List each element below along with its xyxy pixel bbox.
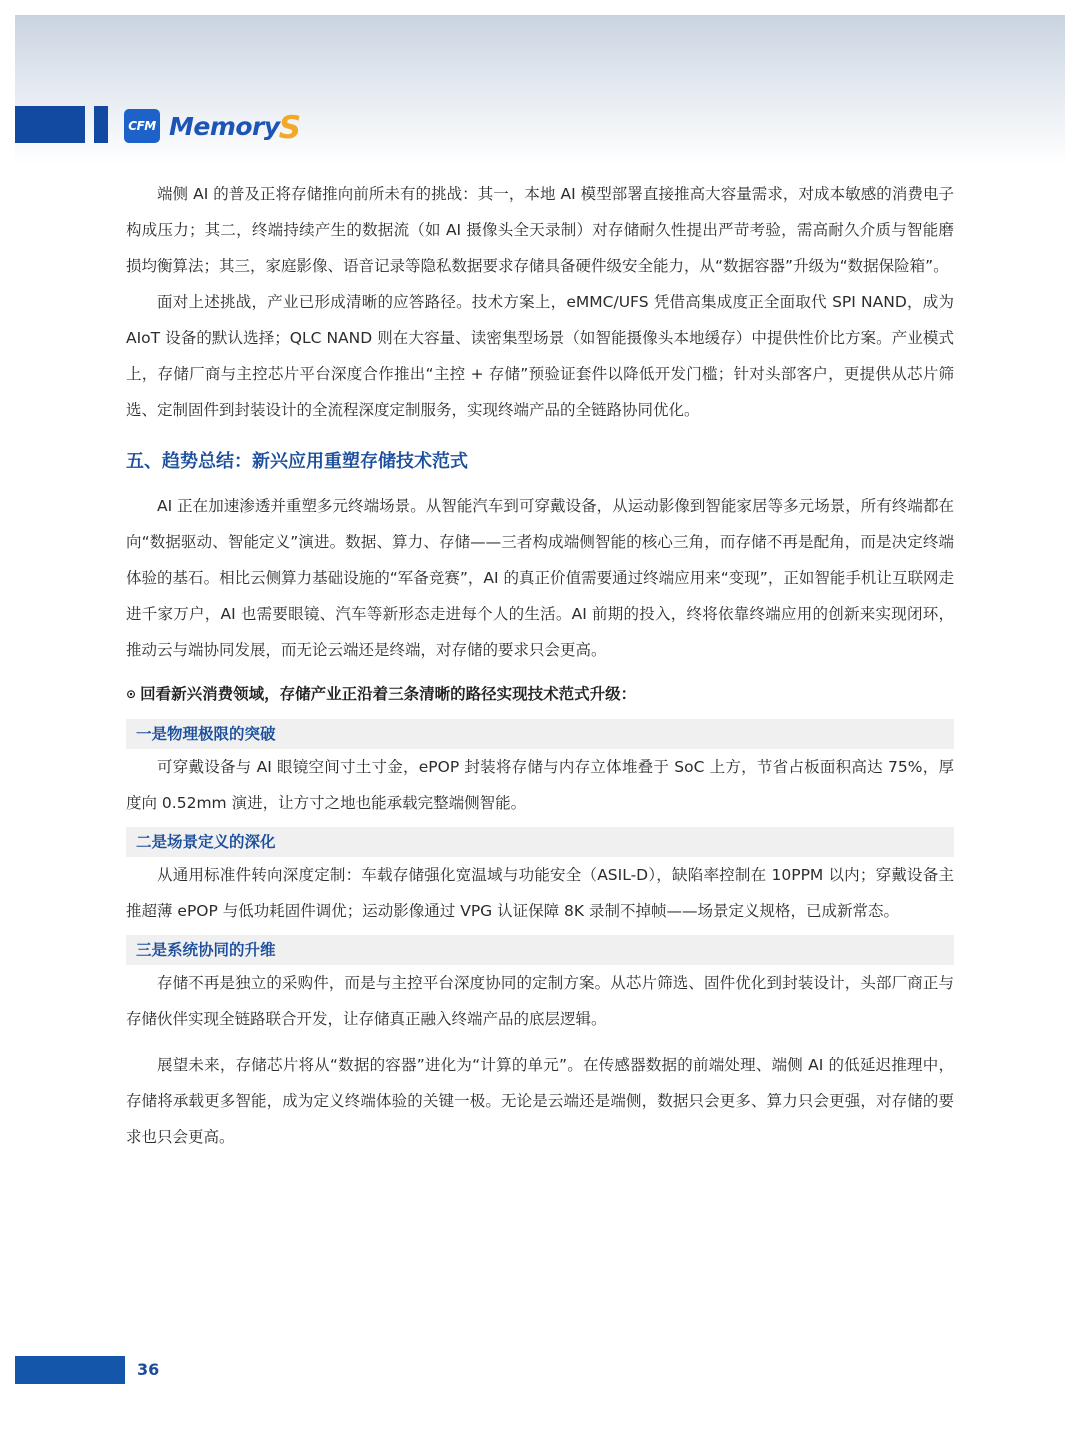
- summary-text: 回看新兴消费领域，存储产业正沿着三条清晰的路径实现技术范式升级：: [140, 685, 637, 703]
- summary-line: [126, 676, 954, 713]
- paragraph-solutions: 面对上述挑战，产业已形成清晰的应答路径。技术方案上，eMMC/UFS 凭借高集成度正全面取代 SPI NAND，成为 AIoT 设备的默认选择；QLC NAND 则在大容量、读密集型场景（如智能摄像头本地缓存）中提供性价比方案。产业模式上，存储厂商与主控芯片平台深度合作推出“主控 + 存储”预验证套件以降低开发门槛；针对头部客户，更提供从芯片筛选、定制固件到封装设计的全流程深度定制服务，实现终端产品的全链路协同优化。: [126, 293, 954, 419]
- document-body: [126, 176, 954, 1155]
- subheading-system-synergy: 三是系统协同的升维: [126, 935, 954, 965]
- section-title: 五、趋势总结：新兴应用重塑存储技术范式: [126, 451, 468, 472]
- cfm-memorys-logo: [124, 106, 301, 146]
- paragraph-scenario-definition: 从通用标准件转向深度定制：车载存储强化宽温域与功能安全（ASIL-D），缺陷率控制在 10PPM 以内；穿戴设备主推超薄 ePOP 与低功耗固件调优；运动影像通过 VPG 认证保障 8K 录制不掉帧——场景定义规格，已成新常态。: [126, 866, 954, 920]
- subheading-scenario-definition: 二是场景定义的深化: [126, 827, 954, 857]
- footer-accent-bar: [15, 1356, 125, 1384]
- paragraph-physical-limit: 可穿戴设备与 AI 眼镜空间寸土寸金，ePOP 封装将存储与内存立体堆叠于 SoC 上方，节省占板面积高达 75%，厚度向 0.52mm 演进，让方寸之地也能承载完整端侧智能。: [126, 758, 954, 812]
- header-accent-bar: [15, 106, 85, 143]
- page-number: 36: [137, 1360, 160, 1379]
- logo-s-mark: S: [278, 110, 302, 146]
- paragraph-system-synergy: 存储不再是独立的采购件，而是与主控平台深度协同的定制方案。从芯片筛选、固件优化到封装设计，头部厂商正与存储伙伴实现全链路联合开发，让存储真正融入终端产品的底层逻辑。: [126, 974, 954, 1028]
- header-accent-bar-small: [94, 106, 108, 143]
- subheading-physical-limit: 一是物理极限的突破: [126, 719, 954, 749]
- cfm-logo-box: CFM: [124, 109, 160, 143]
- paragraph-section-intro: AI 正在加速渗透并重塑多元终端场景。从智能汽车到可穿戴设备，从运动影像到智能家居等多元场景，所有终端都在向“数据驱动、智能定义”演进。数据、算力、存储——三者构成端侧智能的核心三角，而存储不再是配角，而是决定终端体验的基石。相比云侧算力基础设施的“军备竞赛”，AI 的真正价值需要通过终端应用来“变现”，正如智能手机让互联网走进千家万户，AI 也需要眼镜、汽车等新形态走进每个人的生活。AI 前期的投入，终将依靠终端应用的创新来实现闭环，推动云与端协同发展，而无论云端还是终端，对存储的要求只会更高。: [126, 497, 954, 659]
- spacer: [126, 1037, 954, 1047]
- paragraph-challenges: 端侧 AI 的普及正将存储推向前所未有的挑战：其一，本地 AI 模型部署直接推高大容量需求，对成本敏感的消费电子构成压力；其二，终端持续产生的数据流（如 AI 摄像头全天录制）对存储耐久性提出严苛考验，需高耐久介质与智能磨损均衡算法；其三，家庭影像、语音记录等隐私数据要求存储具备硬件级安全能力，从“数据容器”升级为“数据保险箱”。: [126, 185, 954, 275]
- logo-wordmark: Memory: [169, 111, 280, 141]
- target-bullet-icon: ⊙: [126, 687, 137, 701]
- paragraph-outlook: 展望未来，存储芯片将从“数据的容器”进化为“计算的单元”。在传感器数据的前端处理、端侧 AI 的低延迟推理中，存储将承载更多智能，成为定义终端体验的关键一极。无论是云端还是端侧，数据只会更多、算力只会更强，对存储的要求也只会更高。: [126, 1056, 954, 1146]
